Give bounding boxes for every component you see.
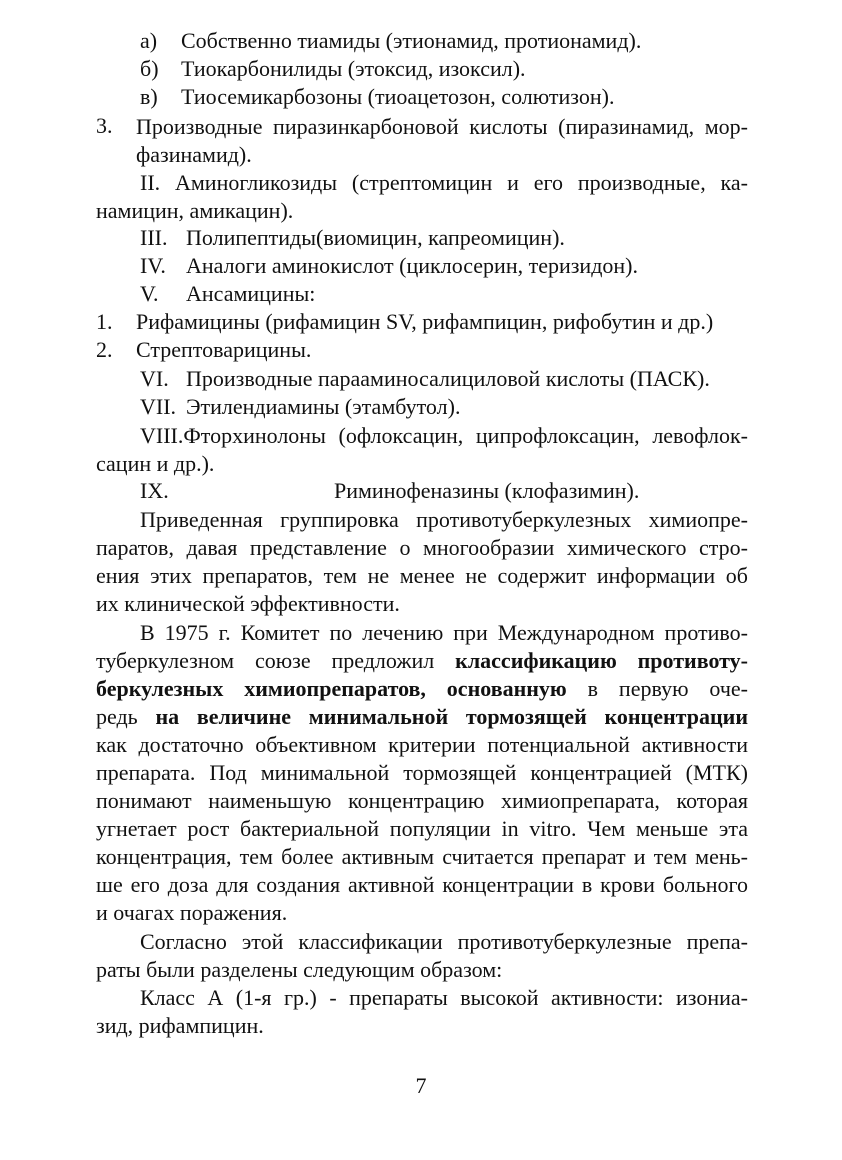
sub-item-text: Собственно тиамиды (этионамид, протионамид).	[181, 28, 642, 53]
paragraph-line: Согласно этой классификации противотуберкулезные препа-	[140, 929, 748, 954]
paragraph-line: их клинической эффективности.	[96, 591, 400, 616]
group-marker: VII.	[140, 394, 177, 419]
list-item-marker: 1.	[96, 309, 113, 334]
emphasis-text: на величине минимальной тормозящей концентрации	[155, 704, 748, 729]
paragraph-line	[96, 703, 748, 731]
group-heading: II. Аминогликозиды (стрептомицин и его производные, ка-	[140, 170, 748, 195]
group-marker: IV.	[140, 253, 166, 278]
group-text: Полипептиды(виомицин, капреомицин).	[186, 225, 565, 250]
sub-item-text: Тиосемикарбозоны (тиоацетозон, солютизон).	[181, 84, 615, 109]
paragraph-text: туберкулезном союзе предложил	[96, 648, 435, 673]
paragraph-line: как достаточно объективном критерии потенциальной активности	[96, 732, 748, 757]
paragraph-line: понимают наименьшую концентрацию химиопрепарата, которая	[96, 788, 748, 813]
paragraph-line: зид, рифампицин.	[96, 1013, 264, 1038]
paragraph-line: препарата. Под минимальной тормозящей концентрацией (МТК)	[96, 760, 748, 785]
emphasis-text: беркулезных химиопрепаратов, основанную	[96, 676, 567, 701]
sub-item-marker: в)	[140, 84, 158, 109]
group-text: Ансамицины:	[186, 281, 316, 306]
paragraph-line: ше его доза для создания активной концентрации в крови больного	[96, 872, 748, 897]
paragraph-line	[96, 647, 748, 675]
list-item-text: Рифамицины (рифамицин SV, рифампицин, рифобутин и др.)	[136, 309, 714, 334]
page-number: 7	[415, 1073, 427, 1098]
paragraph-line: ения этих препаратов, тем не менее не содержит информации об	[96, 563, 748, 588]
group-marker: III.	[140, 225, 168, 250]
group-heading: VIII.Фторхинолоны (офлоксацин, ципрофлоксацин, левофлок-	[140, 423, 748, 448]
sub-item-marker: а)	[140, 28, 158, 53]
paragraph-text: редь	[96, 704, 138, 729]
group-heading-continuation: намицин, амикацин).	[96, 198, 294, 223]
list-item-marker: 2.	[96, 337, 113, 362]
list-item-text: фазинамид).	[136, 142, 252, 167]
paragraph-line: паратов, давая представление о многообразии химического стро-	[96, 535, 748, 560]
group-marker: V.	[140, 281, 159, 306]
list-item-text: Стрептоварицины.	[136, 337, 312, 362]
paragraph-line	[96, 675, 748, 703]
paragraph-line: угнетает рост бактериальной популяции in vitro. Чем меньше эта	[96, 816, 748, 841]
paragraph-line: и очагах поражения.	[96, 900, 288, 925]
sub-item-marker: б)	[140, 56, 159, 81]
paragraph-line: В 1975 г. Комитет по лечению при Международном противо-	[140, 620, 748, 645]
list-item-marker: 3.	[96, 113, 113, 138]
group-text: Этилендиамины (этамбутол).	[186, 394, 461, 419]
group-heading-continuation: сацин и др.).	[96, 451, 215, 476]
group-text: Аналоги аминокислот (циклосерин, теризидон).	[186, 253, 638, 278]
paragraph-text: в первую оче-	[587, 676, 748, 701]
paragraph-line: Приведенная группировка противотуберкулезных химиопре-	[140, 507, 748, 532]
group-text: Производные парааминосалициловой кислоты (ПАСК).	[186, 366, 710, 391]
group-text: Риминофеназины (клофазимин).	[334, 478, 640, 503]
list-item-text: Производные пиразинкарбоновой кислоты (пиразинамид, мор-	[136, 114, 748, 139]
paragraph-line: концентрация, тем более активным считается препарат и тем мень-	[96, 844, 748, 869]
paragraph-line: раты были разделены следующим образом:	[96, 957, 503, 982]
sub-item-text: Тиокарбонилиды (этоксид, изоксил).	[181, 56, 526, 81]
group-marker: IX.	[140, 478, 169, 503]
emphasis-text: классификацию противоту-	[455, 648, 749, 673]
group-marker: VI.	[140, 366, 169, 391]
paragraph-line: Класс А (1-я гр.) - препараты высокой активности: изониа-	[140, 985, 748, 1010]
